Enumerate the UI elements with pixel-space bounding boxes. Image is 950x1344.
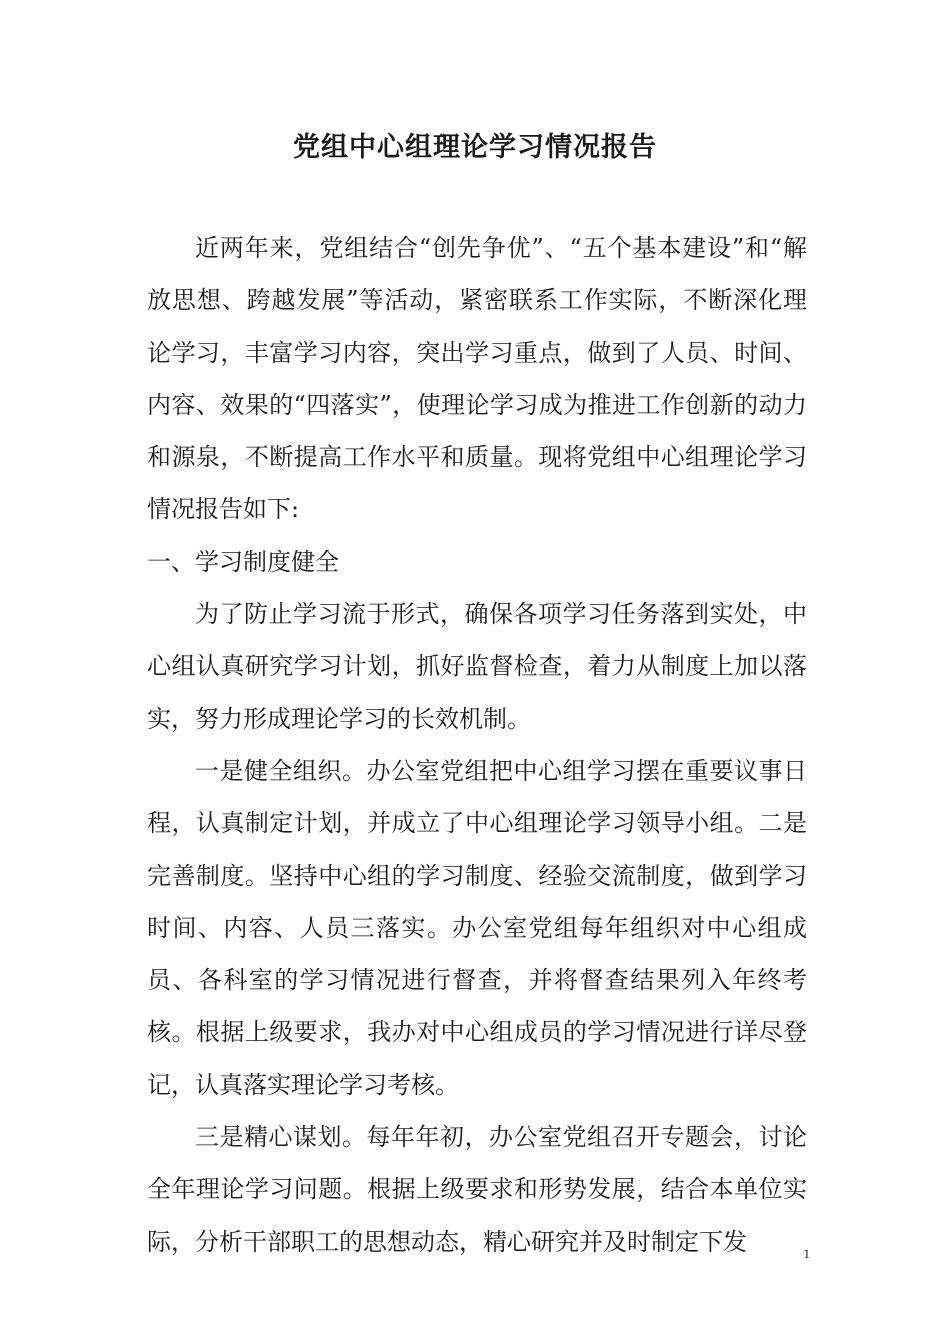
paragraph-section-intro: 为了防止学习流于形式，确保各项学习任务落到实处，中心组认真研究学习计划，抓好监督检查，着力从制度上加以落实，努力形成理论学习的长效机制。: [147, 600, 807, 733]
paragraph-intro: 近两年来，党组结合“创先争优”、“五个基本建设”和“解放思想、跨越发展”等活动，紧密联系工作实际，不断深化理论学习，丰富学习内容，突出学习重点，做到了人员、时间、内容、效果的“四落实”，使理论学习成为推进工作创新的动力和源泉，不断提高工作水平和质量。现将党组中心组理论学习情况报告如下:: [147, 234, 807, 524]
page-number: 1: [803, 1246, 810, 1261]
paragraph-planning: 三是精心谋划。每年年初，办公室党组召开专题会，讨论全年理论学习问题。根据上级要求和形势发展，结合本单位实际，分析干部职工的思想动态，精心研究并及时制定下发: [147, 1123, 807, 1256]
document-title: 党组中心组理论学习情况报告: [293, 132, 657, 163]
document-body: [147, 222, 807, 1268]
section-heading: 一、学习制度健全: [147, 547, 339, 576]
paragraph-organization: 一是健全组织。办公室党组把中心组学习摆在重要议事日程，认真制定计划，并成立了中心组理论学习领导小组。二是完善制度。坚持中心组的学习制度、经验交流制度，做到学习时间、内容、人员三落实。办公室党组每年组织对中心组成员、各科室的学习情况进行督查，并将督查结果列入年终考核。根据上级要求，我办对中心组成员的学习情况进行详尽登记，认真落实理论学习考核。: [147, 756, 807, 1099]
